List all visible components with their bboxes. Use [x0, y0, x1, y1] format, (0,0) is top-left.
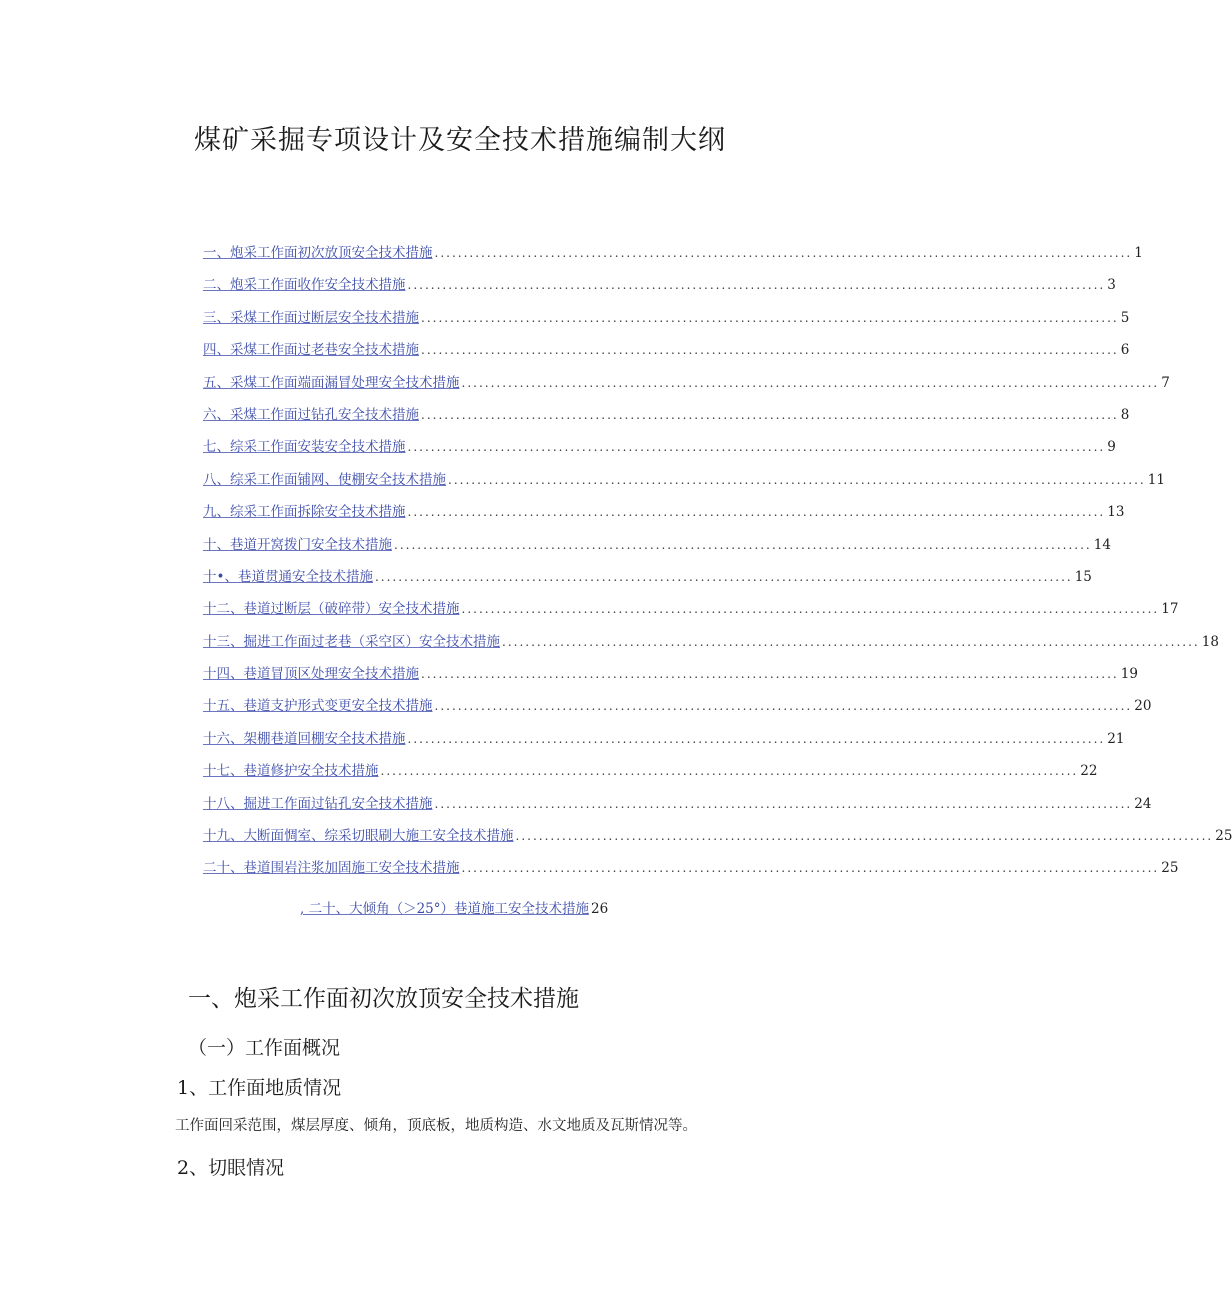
toc-leader-dots: ........................................................................................................................	[374, 569, 1073, 584]
sub-subsection-heading-cut: 2、切眼情况	[177, 1157, 285, 1179]
toc-entry[interactable]	[203, 241, 1143, 273]
toc-link[interactable]: , 二十、大倾角（＞25°）巷道施工安全技术措施	[300, 901, 590, 917]
toc-link[interactable]: 一、炮采工作面初次放顶安全技术措施	[203, 245, 433, 261]
toc-leader-dots: ........................................................................................................................	[407, 731, 1106, 746]
toc-page-number: 15	[1074, 568, 1092, 585]
document-title: 煤矿采掘专项设计及安全技术措施编制大纲	[194, 125, 726, 156]
toc-leader-dots: ........................................................................................................................	[394, 537, 1092, 552]
toc-entry[interactable]	[203, 824, 1232, 856]
toc-link[interactable]: 六、采煤工作面过钻孔安全技术措施	[203, 406, 419, 423]
toc-link[interactable]: 十六、架棚巷道回棚安全技术措施	[203, 730, 406, 747]
toc-entry[interactable]	[203, 662, 1138, 694]
toc-page-number: 3	[1107, 277, 1116, 294]
toc-leader-dots: ........................................................................................................................	[502, 634, 1200, 649]
toc-leader-dots: ........................................................................................................................	[461, 375, 1160, 390]
toc-leader-dots: ........................................................................................................................	[515, 829, 1214, 844]
toc-leader-dots: ........................................................................................................................	[448, 472, 1146, 487]
table-of-contents	[203, 241, 1232, 889]
toc-page-number: 9	[1107, 439, 1116, 456]
toc-page-number: 24	[1134, 795, 1152, 812]
toc-entry[interactable]	[203, 597, 1179, 629]
toc-leader-dots: ........................................................................................................................	[421, 667, 1119, 682]
toc-entry[interactable]	[203, 630, 1219, 662]
toc-leader-dots: ........................................................................................................................	[421, 310, 1119, 325]
toc-entry[interactable]	[203, 371, 1170, 403]
toc-leader-dots: ........................................................................................................................	[461, 861, 1160, 876]
toc-link[interactable]: 十、巷道开窝拨门安全技术措施	[203, 536, 392, 553]
subsection-heading: （一）工作面概况	[188, 1037, 341, 1059]
toc-entry[interactable]	[203, 435, 1116, 467]
toc-link[interactable]: 十九、大断面惆室、综采切眼刷大施工安全技术措施	[203, 828, 514, 845]
toc-entry[interactable]	[203, 500, 1125, 532]
toc-page-number: 5	[1120, 309, 1130, 326]
toc-page-number: 20	[1134, 698, 1152, 715]
toc-entry[interactable]	[203, 727, 1125, 759]
toc-leader-dots: ........................................................................................................................	[434, 796, 1133, 811]
toc-link[interactable]: 十七、巷道修护安全技术措施	[203, 763, 379, 780]
toc-leader-dots: ........................................................................................................................	[434, 246, 1133, 260]
toc-leader-dots: ........................................................................................................................	[407, 278, 1106, 293]
toc-leader-dots: ........................................................................................................................	[461, 602, 1160, 617]
toc-page-number: 14	[1093, 536, 1111, 553]
toc-entry[interactable]	[203, 533, 1111, 565]
toc-page-number: 11	[1147, 471, 1165, 488]
toc-page-number: 7	[1161, 374, 1170, 391]
toc-page-number: 19	[1120, 666, 1138, 683]
toc-link[interactable]: 十三、掘进工作面过老巷（采空区）安全技术措施	[203, 633, 500, 650]
toc-link[interactable]: 八、综采工作面铺网、使棚安全技术措施	[203, 471, 446, 488]
toc-page-number: 1	[1134, 245, 1143, 261]
toc-page-number: 13	[1107, 504, 1125, 521]
toc-leader-dots: ........................................................................................................................	[407, 505, 1106, 520]
toc-link[interactable]: 十八、掘进工作面过钻孔安全技术措施	[203, 795, 433, 812]
section-heading: 一、炮采工作面初次放顶安全技术措施	[188, 986, 579, 1012]
toc-link[interactable]: 九、综采工作面拆除安全技术措施	[203, 504, 406, 521]
toc-page-number: 26	[591, 901, 609, 917]
toc-link[interactable]: 十四、巷道冒顶区处理安全技术措施	[203, 666, 419, 683]
toc-page-number: 6	[1120, 342, 1130, 359]
toc-link[interactable]: 五、采煤工作面端面漏冒处理安全技术措施	[203, 374, 460, 391]
toc-page-number: 25	[1215, 828, 1232, 845]
toc-link[interactable]: 十五、巷道支护形式变更安全技术措施	[203, 698, 433, 715]
toc-link[interactable]: 二、炮采工作面收作安全技术措施	[203, 277, 406, 294]
toc-leader-dots: ........................................................................................................................	[380, 764, 1079, 779]
toc-page-number: 22	[1080, 763, 1098, 780]
toc-link[interactable]: 四、采煤工作面过老巷安全技术措施	[203, 342, 419, 359]
toc-page-number: 8	[1120, 406, 1130, 423]
toc-entry[interactable]	[203, 856, 1179, 888]
toc-link[interactable]: 三、采煤工作面过断层安全技术措施	[203, 309, 419, 326]
toc-entry[interactable]	[203, 273, 1116, 305]
toc-page-number: 18	[1201, 633, 1219, 650]
toc-page-number: 25	[1161, 860, 1179, 877]
toc-leader-dots: ........................................................................................................................	[434, 699, 1133, 714]
toc-link[interactable]: 二十、巷道围岩注浆加固施工安全技术措施	[203, 860, 460, 877]
toc-page-number: 17	[1161, 601, 1179, 618]
toc-entry-last[interactable]	[300, 897, 608, 917]
toc-entry[interactable]	[203, 306, 1130, 338]
toc-leader-dots: ........................................................................................................................	[407, 440, 1106, 455]
toc-entry[interactable]	[203, 759, 1098, 791]
toc-entry[interactable]	[203, 468, 1165, 500]
toc-link[interactable]: 七、综采工作面安装安全技术措施	[203, 439, 406, 456]
toc-entry[interactable]	[203, 565, 1092, 597]
body-paragraph: 工作面回采范围，煤层厚度、倾角，顶底板，地质构造、水文地质及瓦斯情况等。	[175, 1118, 697, 1134]
toc-leader-dots: ........................................................................................................................	[421, 407, 1119, 422]
toc-link[interactable]: 十•、巷道贯通安全技术措施	[203, 568, 373, 585]
toc-entry[interactable]	[203, 792, 1152, 824]
toc-entry[interactable]	[203, 403, 1130, 435]
toc-link[interactable]: 十二、巷道过断层（破碎带）安全技术措施	[203, 601, 460, 618]
toc-page-number: 21	[1107, 730, 1125, 747]
toc-leader-dots: ........................................................................................................................	[421, 343, 1119, 358]
toc-entry[interactable]	[203, 694, 1152, 726]
sub-subsection-heading-geology: 1、工作面地质情况	[177, 1077, 342, 1099]
toc-entry[interactable]	[203, 338, 1130, 370]
